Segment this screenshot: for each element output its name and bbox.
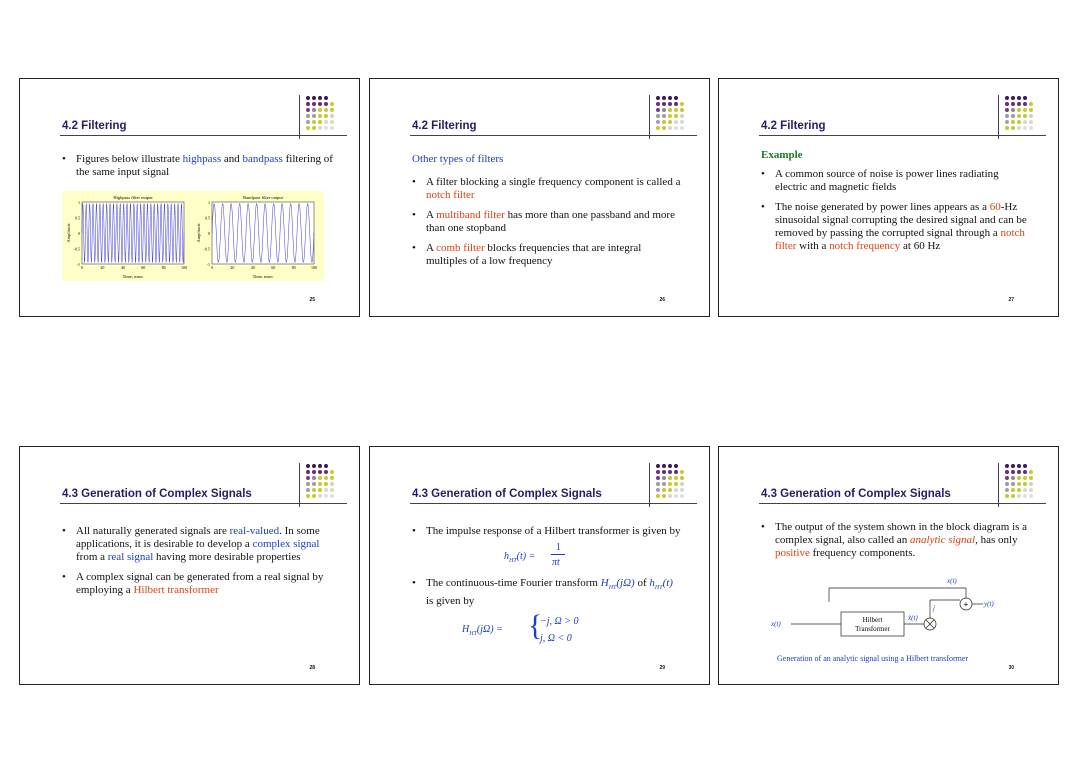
j-gain-label: j (933, 604, 935, 612)
page-number: 28 (309, 665, 315, 671)
dot-grid-logo (655, 463, 685, 499)
x-tick-label: 100 (181, 265, 187, 270)
x-tick-label: 0 (81, 265, 83, 270)
page-number: 26 (659, 297, 665, 303)
page-number: 30 (1008, 665, 1014, 671)
x-tick-label: 60 (141, 265, 146, 270)
bullet: • All naturally generated signals are real-valued. In some applications, it is desirable to develop a complex signal from a real signal having more desirable properties (62, 525, 333, 564)
vertical-rule (998, 463, 999, 507)
title-rule (759, 503, 1046, 504)
vertical-rule (649, 463, 650, 507)
y-tick-label: -1 (76, 262, 80, 267)
filter-plots (62, 191, 324, 281)
analytic-signal-block-diagram (769, 572, 1019, 642)
x-tick-label: 80 (291, 265, 296, 270)
y-tick-label: -1 (206, 262, 210, 267)
vertical-rule (299, 95, 300, 139)
x-tick-label: 20 (100, 265, 105, 270)
plot-title: Bandpass filter output (243, 195, 283, 200)
vertical-rule (649, 95, 650, 139)
bullet: • The continuous-time Fourier transform $H_{HT}(j\Omega)$ of $h_{HT}(t)$ is given by (412, 577, 683, 608)
slide-title: 4.2 Filtering (412, 120, 477, 132)
plot-title: Highpass filter output (113, 195, 153, 200)
bullet: • A filter blocking a single frequency component is called a notch filter (412, 176, 683, 202)
dot-grid-logo (305, 95, 335, 131)
slide-body (761, 149, 1032, 260)
title-rule (410, 503, 697, 504)
title-rule (759, 135, 1046, 136)
slide-body (412, 153, 683, 275)
title-rule (410, 135, 697, 136)
bullet: • The noise generated by power lines appears as a 60-Hz sinusoidal signal corrupting the desired signal and can be removed by passing the corrupted signal through a notch filter with a notch frequency at 60 Hz (761, 201, 1032, 253)
y-tick-label: 0.5 (75, 215, 80, 221)
slide-title: 4.3 Generation of Complex Signals (62, 488, 252, 500)
page-number: 29 (659, 665, 665, 671)
figure-caption: Generation of an analytic signal using a Hilbert transformer (777, 654, 969, 663)
adder-plus-sign: + (963, 600, 969, 609)
slide-title: 4.3 Generation of Complex Signals (412, 488, 602, 500)
slide-title: 4.3 Generation of Complex Signals (761, 488, 951, 500)
y-tick-label: -0.5 (73, 246, 80, 252)
page-number: 25 (309, 297, 315, 303)
x-tick-label: 60 (271, 265, 276, 270)
x-tick-label: 100 (311, 265, 317, 270)
vertical-rule (299, 463, 300, 507)
x-tick-label: 40 (120, 265, 125, 270)
slide-body (412, 525, 683, 647)
output-signal-label: y(t) (984, 600, 994, 608)
bullet: • The output of the system shown in the block diagram is a complex signal, also called an analytic signal, has only positive frequency components. (761, 521, 1032, 560)
bullet: • The impulse response of a Hilbert transformer is given by (412, 525, 683, 538)
x-tick-label: 20 (230, 265, 235, 270)
slide-title: 4.2 Filtering (62, 120, 127, 132)
dot-grid-logo (655, 95, 685, 131)
bullet: • A comb filter blocks frequencies that are integral multiples of a low frequency (412, 242, 683, 268)
dot-grid-logo (1004, 95, 1034, 131)
slide-29 (369, 446, 710, 685)
plot-xlabel: Time, msec (252, 274, 274, 279)
slide-title: 4.2 Filtering (761, 120, 826, 132)
slide-28 (19, 446, 360, 685)
impulse-response-equation: $h_{HT}(t)$ = 1 πt (504, 541, 683, 571)
slide-25 (19, 78, 360, 317)
dot-grid-logo (1004, 463, 1034, 499)
bullet: • A common source of noise is power lines radiating electric and magnetic fields (761, 168, 1032, 194)
top-signal-label: x(t) (947, 577, 957, 585)
hilbert-output-label: x̂(t) (908, 614, 918, 622)
plot-ylabel: Amplitude (196, 223, 201, 243)
slide-body (62, 153, 333, 186)
slide-body (761, 521, 1032, 567)
fourier-transform-equation: $H_{HT}(j\Omega)$ = { −j, Ω > 0 j, Ω < 0 (462, 609, 579, 645)
x-tick-label: 0 (211, 265, 213, 270)
title-rule (60, 503, 347, 504)
dot-grid-logo (305, 463, 335, 499)
y-tick-label: 1 (78, 200, 80, 205)
y-tick-label: 0 (78, 231, 80, 236)
input-signal-label: x(t) (771, 620, 781, 628)
section-heading: Example (761, 149, 803, 161)
x-tick-label: 80 (161, 265, 166, 270)
y-tick-label: 0 (208, 231, 210, 236)
plot-ylabel: Amplitude (66, 223, 71, 243)
slide-30 (718, 446, 1059, 685)
plot-xlabel: Time, msec (122, 274, 144, 279)
y-tick-label: -0.5 (203, 246, 210, 252)
bullet: • A complex signal can be generated from a real signal by employing a Hilbert transformer (62, 571, 333, 597)
hilbert-box-line1: Hilbert (862, 616, 883, 624)
x-tick-label: 40 (250, 265, 255, 270)
vertical-rule (998, 95, 999, 139)
title-rule (60, 135, 347, 136)
slide-body (62, 525, 333, 604)
page-number: 27 (1008, 297, 1014, 303)
bullet: • A multiband filter has more than one passband and more than one stopband (412, 209, 683, 235)
y-tick-label: 0.5 (205, 215, 210, 221)
y-tick-label: 1 (208, 200, 210, 205)
section-heading: Other types of filters (412, 153, 504, 165)
bullet: • Figures below illustrate highpass and bandpass filtering of the same input signal (62, 153, 333, 179)
hilbert-box-line2: Transformer (855, 625, 890, 633)
slide-26 (369, 78, 710, 317)
slide-27 (718, 78, 1059, 317)
